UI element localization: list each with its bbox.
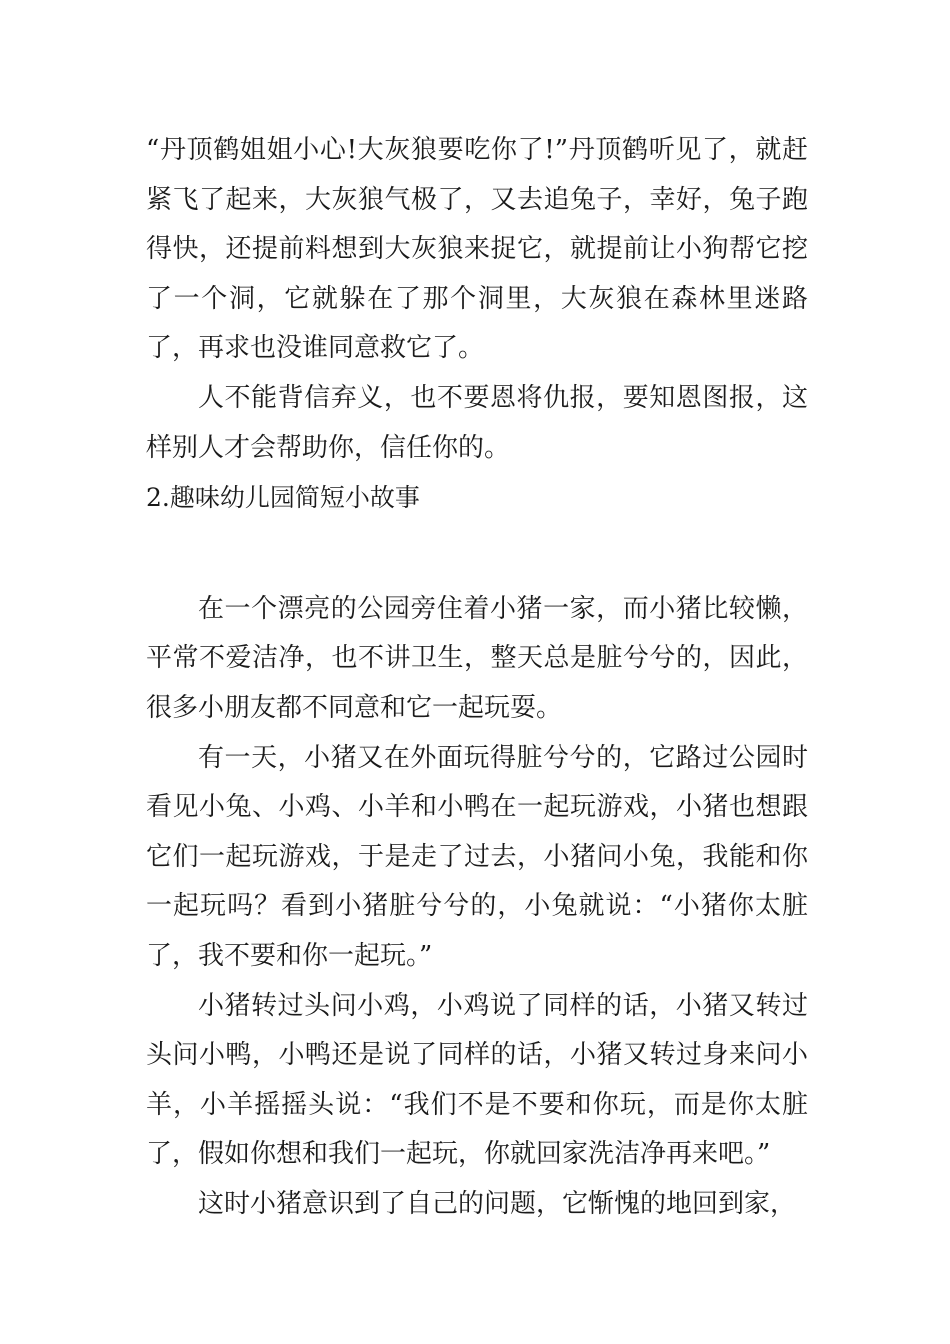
section-heading: 2.趣味幼儿园简短小故事 [146, 483, 420, 513]
paragraph-pig-rabbit: 有一天，小猪又在外面玩得脏兮兮的，它路过公园时看见小兔、小鸡、小羊和小鸭在一起玩游戏，小猪也想跟它们一起玩游戏，于是走了过去，小猪问小兔，我能和你一起玩吗？看到小猪脏兮兮的，小兔就说：“小猪你太脏了，我不要和你一起玩。” [146, 742, 808, 971]
paragraph-story-ending: “丹顶鹤姐姐小心!大灰狼要吃你了!”丹顶鹤听见了，就赶紧飞了起来，大灰狼气极了，又去追兔子，幸好，兔子跑得快，还提前料想到大灰狼来捉它，就提前让小狗帮它挖了一个洞，它就躲在了那个洞里，大灰狼在森林里迷路了，再求也没谁同意救它了。 [146, 135, 808, 364]
section-spacer [146, 523, 808, 585]
paragraph-pig-realizes: 这时小猪意识到了自己的问题，它惭愧的地回到家， [198, 1188, 797, 1219]
paragraph-moral: 人不能背信弃义，也不要恩将仇报，要知恩图报，这样别人才会帮助你，信任你的。 [146, 382, 808, 463]
document-body [146, 126, 808, 1229]
paragraph-pig-intro: 在一个漂亮的公园旁住着小猪一家，而小猪比较懒，平常不爱洁净，也不讲卫生，整天总是脏兮兮的，因此，很多小朋友都不同意和它一起玩耍。 [146, 593, 808, 723]
paragraph-pig-friends: 小猪转过头问小鸡，小鸡说了同样的话，小猪又转过头问小鸭，小鸭还是说了同样的话，小猪又转过身来问小羊，小羊摇摇头说：“我们不是不要和你玩，而是你太脏了，假如你想和我们一起玩，你就回家洗洁净再来吧。” [146, 990, 808, 1170]
